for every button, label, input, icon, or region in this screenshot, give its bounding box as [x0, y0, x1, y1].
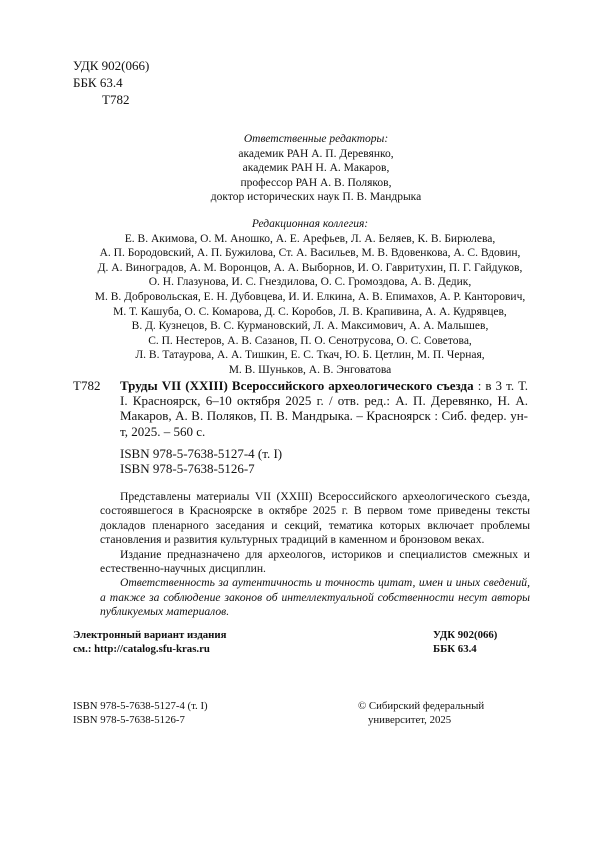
bbk-code: ББК 63.4 — [73, 75, 123, 90]
catalog-link[interactable]: см.: http://catalog.sfu-kras.ru — [73, 643, 210, 655]
copyright-line: © Сибирский федеральный — [358, 700, 485, 712]
board-line: М. В. Добровольская, Е. Н. Дубовцева, И. И. Елкина, А. В. Епимахов, А. Р. Канторович, — [94, 290, 526, 303]
bibliographic-record — [73, 378, 528, 476]
board-line: М. Т. Кашуба, О. С. Комарова, Д. С. Коробов, Л. В. Крапивина, А. А. Кудрявцев, — [113, 305, 507, 318]
electronic-edition-label: Электронный вариант издания — [73, 629, 227, 641]
isbn-volume: ISBN 978-5-7638-5127-4 (т. I) — [120, 445, 283, 461]
board-line: С. П. Нестеров, А. В. Сазанов, П. О. Сенотрусова, О. С. Советова, — [148, 334, 472, 347]
author-code: Т782 — [102, 92, 130, 107]
responsible-editors — [100, 132, 532, 205]
isbn-copyright-block — [73, 699, 528, 727]
isbn-set: ISBN 978-5-7638-5126-7 — [120, 461, 255, 477]
audience-paragraph: Издание предназначено для археологов, историков и специалистов смежных и естественно-научных дисциплин. — [100, 547, 530, 576]
board-line: Л. В. Татаурова, А. А. Тишкин, Е. С. Ткач, Ю. Б. Цетлин, М. П. Черная, — [135, 349, 485, 362]
book-title: Труды VII (XXIII) Всероссийского археологического съезда — [120, 378, 474, 393]
abstract — [100, 490, 530, 620]
biblio-details: : в 3 т. Т. I. Красноярск, 6–10 октября 2025 г. / отв. ред.: А. П. Деревянко, Н. А. Макаров, А. В. Поляков, П. В. Мандрыка. – Красноярск : Сиб. федер. ун-т, 2025. – 560 с. — [120, 378, 529, 439]
editor-name: академик РАН А. П. Деревянко, — [238, 147, 394, 160]
editor-name: доктор исторических наук П. В. Мандрыка — [210, 191, 422, 204]
editor-name: профессор РАН А. В. Поляков, — [240, 176, 392, 189]
board-line: А. П. Бородовский, А. П. Бужилова, Ст. А. Васильев, М. В. Вдовенкова, А. С. Вдовин, — [99, 247, 521, 260]
udk-code-bottom: УДК 902(066) — [433, 629, 498, 641]
udk-code: УДК 902(066) — [73, 58, 150, 73]
editors-heading: Ответственные редакторы: — [243, 133, 389, 145]
board-line: Е. В. Акимова, О. М. Аношко, А. Е. Арефьев, Л. А. Беляев, К. В. Бирюлева, — [124, 232, 496, 245]
biblio-description — [120, 378, 528, 439]
board-line: В. Д. Кузнецов, В. С. Курмановский, Л. А. Максимович, А. А. Малышев, — [131, 320, 489, 333]
editorial-board — [60, 217, 560, 378]
board-line: О. Н. Глазунова, И. С. Гнездилова, О. С. Громоздова, А. В. Дедик, — [148, 276, 472, 289]
board-heading: Редакционная коллегия: — [251, 218, 369, 230]
isbn-volume-bottom: ISBN 978-5-7638-5127-4 (т. I) — [73, 700, 208, 712]
board-line: М. В. Шуньков, А. В. Энговатова — [228, 363, 392, 376]
board-line: Д. А. Виноградов, А. М. Воронцов, А. А. Выборнов, И. О. Гавритухин, П. Г. Гайдуков, — [97, 261, 523, 274]
bbk-code-bottom: ББК 63.4 — [433, 643, 477, 655]
electronic-edition — [73, 628, 528, 656]
abstract-paragraph: Представлены материалы VII (XXIII) Всероссийского археологического съезда, состоявшегося в Красноярске в октябре 2025 г. В первом томе приведены тексты докладов пленарного заседания и секций, тематика которых включает проблемы становления и развития культурных традиций в каменном и бронзовом веках. — [100, 490, 530, 547]
copyright-line: университет, 2025 — [368, 714, 452, 726]
isbn-set-bottom: ISBN 978-5-7638-5126-7 — [73, 714, 185, 726]
editor-name: академик РАН Н. А. Макаров, — [242, 162, 390, 175]
biblio-author-code: Т782 — [73, 378, 101, 393]
responsibility-note: Ответственность за аутентичность и точность цитат, имен и иных сведений, а также за соблюдение законов об интеллектуальной собственности несут авторы публикуемых материалов. — [100, 576, 530, 619]
classification-codes — [73, 57, 149, 108]
